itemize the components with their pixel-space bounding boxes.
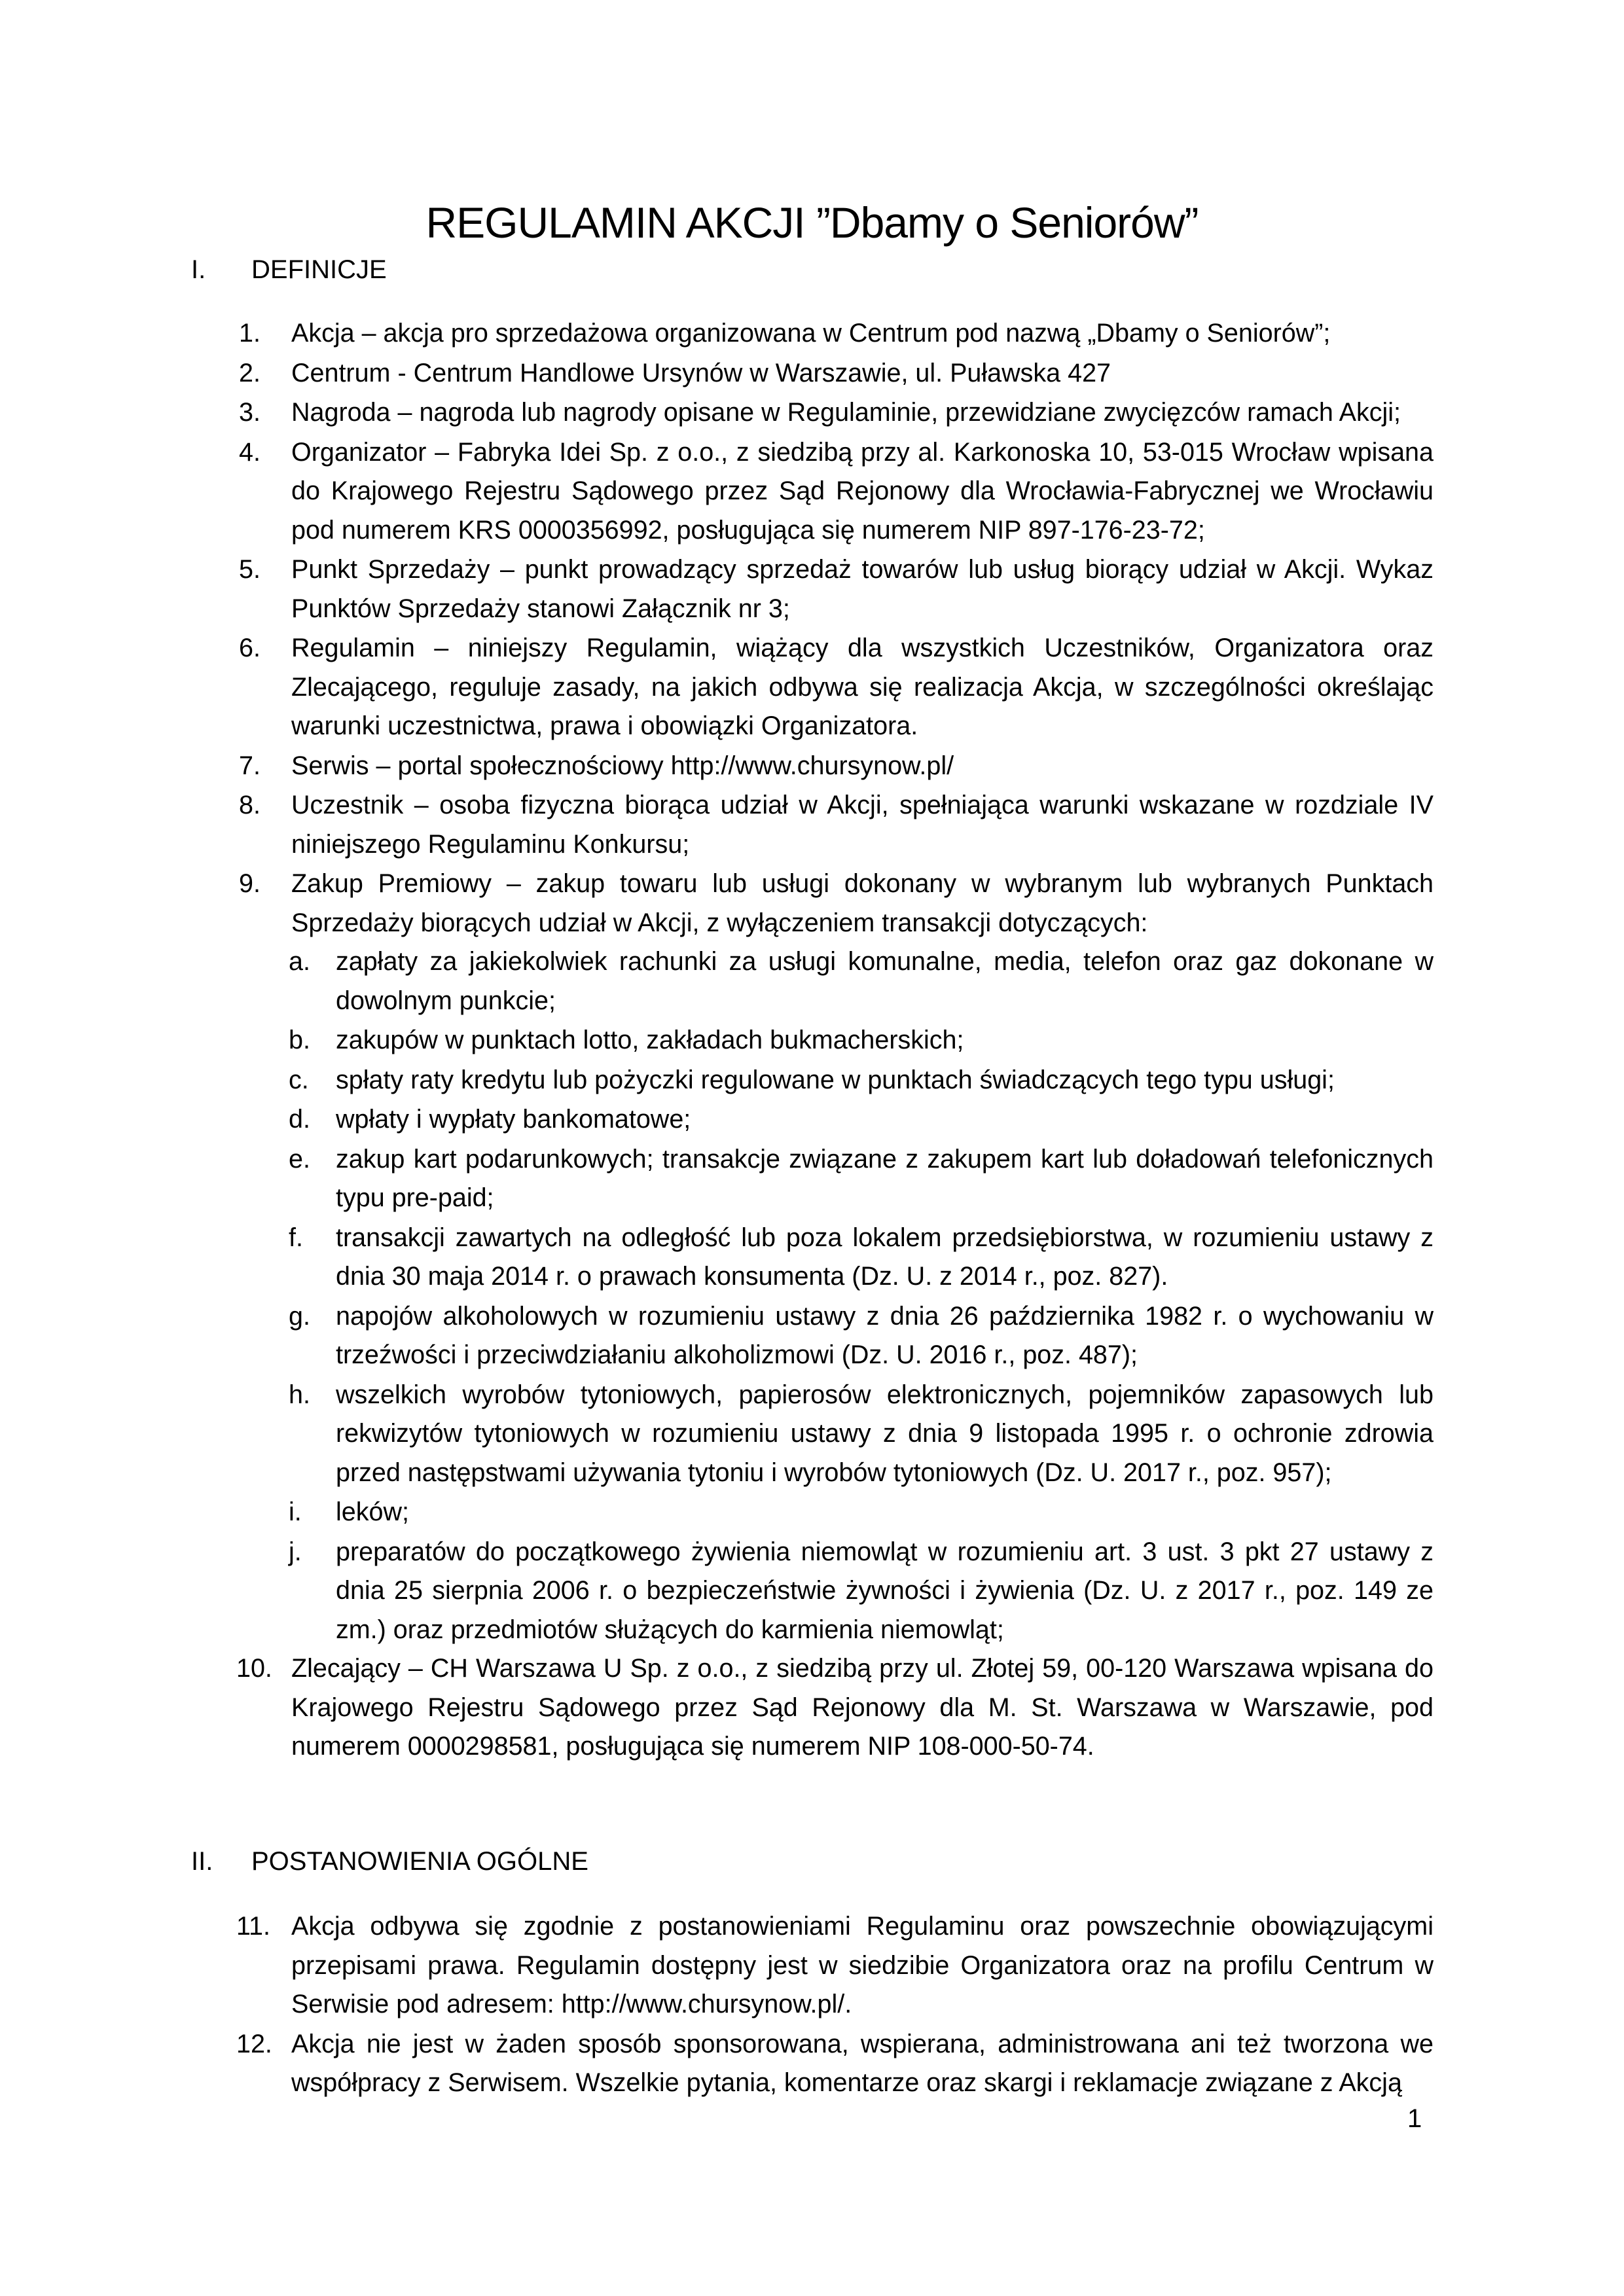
section-number: I. bbox=[191, 255, 206, 284]
provision-item bbox=[236, 1907, 1434, 2024]
definition-text: nagroda lub nagrody opisane w Regulaminie, przewidziane zwycięzców ramach Akcji; bbox=[412, 398, 1401, 427]
definition-term: Akcja bbox=[291, 319, 355, 348]
definition-item bbox=[239, 433, 1434, 550]
definition-term: Serwis bbox=[291, 751, 369, 780]
definition-term: Centrum bbox=[291, 358, 391, 387]
definition-item bbox=[239, 629, 1434, 746]
definition-item bbox=[236, 1649, 1434, 1767]
definition-item bbox=[239, 314, 1434, 353]
definition-item bbox=[239, 354, 1434, 393]
item-number: 1. bbox=[239, 319, 261, 348]
section-number: II. bbox=[191, 1847, 213, 1876]
definition-item bbox=[239, 550, 1434, 628]
exclusion-text: wszelkich wyrobów tytoniowych, papierosów elektronicznych, pojemników zapasowych lub rekwizytów tytoniowych w rozumieniu ustawy z dnia 9 listopada 1995 r. o ochronie zdrowia przed następstwami używania tytoniu i wyrobów tytoniowych (Dz. U. 2017 r., poz. 957); bbox=[336, 1380, 1434, 1487]
definition-item bbox=[239, 747, 1434, 786]
item-letter: b. bbox=[289, 1026, 310, 1054]
item-number: 8. bbox=[239, 791, 261, 819]
section-heading-definicje bbox=[191, 250, 387, 289]
exclusion-text: leków; bbox=[336, 1498, 409, 1526]
exclusion-item bbox=[239, 1140, 1434, 1218]
exclusion-item bbox=[239, 942, 1434, 1020]
exclusion-text: spłaty raty kredytu lub pożyczki regulowane w punktach świadczących tego typu usługi; bbox=[336, 1065, 1335, 1094]
item-letter: e. bbox=[289, 1144, 310, 1174]
section-title: POSTANOWIENIA OGÓLNE bbox=[251, 1847, 588, 1876]
definition-term: Punkt Sprzedaży bbox=[291, 555, 490, 584]
definition-text: – Fabryka Idei Sp. z o.o., z siedzibą przy al. Karkonoska 10, 53-015 Wrocław wpisana do Krajowego Rejestru Sądowego przez Sąd Rejonowy dla Wrocławia-Fabrycznej we Wrocławiu pod numerem KRS 0000356992, posługująca się numerem NIP 897-176-23-72; bbox=[291, 437, 1434, 545]
general-provisions-list bbox=[236, 1907, 1434, 2103]
definition-text: – CH Warszawa U Sp. z o.o., z siedzibą przy ul. Złotej 59, 00-120 Warszawa wpisana do Krajowego Rejestru Sądowego przez Sąd Rejonowy dla M. St. Warszawa w Warszawie, pod numerem 0000298581, posługująca się numerem NIP 108-000-50-74. bbox=[291, 1654, 1434, 1761]
definition-item bbox=[239, 786, 1434, 864]
item-number: 4. bbox=[239, 437, 261, 467]
exclusion-text: preparatów do początkowego żywienia niemowląt w rozumieniu art. 3 ust. 3 pkt 27 ustawy z dnia 25 sierpnia 2006 r. o bezpieczeństwie żywności i żywienia (Dz. U. z 2017 r., poz. 149 ze zm.) oraz przedmiotów służących do karmienia niemowląt; bbox=[336, 1537, 1434, 1644]
definition-term: Uczestnik bbox=[291, 791, 404, 819]
section-heading-postanowienia bbox=[191, 1842, 588, 1881]
exclusion-text: wpłaty i wypłaty bankomatowe; bbox=[336, 1105, 691, 1134]
definitions-list bbox=[236, 314, 1434, 1767]
section-title: DEFINICJE bbox=[251, 255, 387, 284]
definition-text: – osoba fizyczna biorąca udział w Akcji, spełniająca warunki wskazane w rozdziale IV niniejszego Regulaminu Konkursu; bbox=[291, 791, 1434, 859]
item-number: 6. bbox=[239, 634, 261, 662]
definition-text: – zakup towaru lub usługi dokonany w wybranym lub wybranych Punktach Sprzedaży biorących udział w Akcji, z wyłączeniem transakcji dotyczących: bbox=[291, 869, 1434, 937]
item-number: 3. bbox=[239, 398, 261, 427]
definition-text: – niniejszy Regulamin, wiążący dla wszystkich Uczestników, Organizatora oraz Zlecającego, reguluje zasady, na jakich odbywa się realizacja Akcja, w szczególności określając warunki uczestnictwa, prawa i obowiązki Organizatora. bbox=[291, 634, 1434, 740]
item-number: 9. bbox=[239, 869, 261, 898]
item-letter: i. bbox=[289, 1498, 302, 1526]
item-letter: j. bbox=[289, 1537, 302, 1566]
provision-text: Akcja odbywa się zgodnie z postanowieniami Regulaminu oraz powszechnie obowiązującymi przepisami prawa. Regulamin dostępny jest w siedzibie Organizatora oraz na profilu Centrum w Serwisie pod adresem: http://www.chursynow.pl/. bbox=[291, 1912, 1434, 2018]
definition-text: – punkt prowadzący sprzedaż towarów lub usług biorący udział w Akcji. Wykaz Punktów Sprzedaży stanowi Załącznik nr 3; bbox=[291, 555, 1434, 623]
provision-text: Akcja nie jest w żaden sposób sponsorowana, wspierana, administrowana ani też tworzona we współpracy z Serwisem. Wszelkie pytania, komentarze oraz skargi i reklamacje związane z Akcją bbox=[291, 2029, 1434, 2097]
definition-text: – portal społecznościowy http://www.chursynow.pl/ bbox=[369, 751, 954, 780]
definition-item bbox=[239, 393, 1434, 433]
definition-item bbox=[239, 865, 1434, 942]
provision-item bbox=[236, 2025, 1434, 2103]
item-letter: g. bbox=[289, 1301, 310, 1331]
item-letter: a. bbox=[289, 947, 310, 976]
exclusion-item bbox=[239, 1219, 1434, 1297]
item-number: 7. bbox=[239, 751, 261, 780]
definition-term: Nagroda – bbox=[291, 398, 412, 427]
definition-text: - Centrum Handlowe Ursynów w Warszawie, ul. Puławska 427 bbox=[390, 358, 1111, 387]
definition-text: – akcja pro sprzedażowa organizowana w Centrum pod nazwą „Dbamy o Seniorów”; bbox=[354, 319, 1331, 348]
exclusion-item bbox=[239, 1533, 1434, 1650]
exclusion-item bbox=[239, 1021, 1434, 1060]
exclusion-item bbox=[239, 1061, 1434, 1100]
item-letter: f. bbox=[289, 1223, 303, 1252]
item-number: 10. bbox=[236, 1654, 272, 1683]
document-title: REGULAMIN AKCJI ”Dbamy o Seniorów” bbox=[425, 198, 1199, 247]
item-number: 11. bbox=[236, 1912, 270, 1941]
exclusion-item bbox=[239, 1297, 1434, 1375]
exclusion-item bbox=[239, 1493, 1434, 1532]
item-number: 2. bbox=[239, 358, 261, 387]
exclusions-list bbox=[239, 942, 1434, 1649]
definition-term: Zakup Premiowy bbox=[291, 869, 492, 898]
exclusion-item bbox=[239, 1100, 1434, 1139]
exclusion-text: zakup kart podarunkowych; transakcje związane z zakupem kart lub doładowań telefonicznych typu pre-paid; bbox=[336, 1144, 1434, 1212]
item-number: 12. bbox=[236, 2029, 272, 2058]
exclusion-text: transakcji zawartych na odległość lub poza lokalem przedsiębiorstwa, w rozumieniu ustawy z dnia 30 maja 2014 r. o prawach konsumenta (Dz. U. z 2014 r., poz. 827). bbox=[336, 1223, 1434, 1291]
item-letter: c. bbox=[289, 1065, 309, 1094]
exclusion-text: zakupów w punktach lotto, zakładach bukmacherskich; bbox=[336, 1026, 964, 1054]
definition-term: Zlecający bbox=[291, 1654, 401, 1683]
item-letter: d. bbox=[289, 1105, 310, 1134]
exclusion-text: zapłaty za jakiekolwiek rachunki za usługi komunalne, media, telefon oraz gaz dokonane w dowolnym punkcie; bbox=[336, 947, 1434, 1015]
definition-term: Organizator bbox=[291, 437, 427, 467]
exclusion-text: napojów alkoholowych w rozumieniu ustawy z dnia 26 października 1982 r. o wychowaniu w trzeźwości i przeciwdziałaniu alkoholizmowi (Dz. U. 2016 r., poz. 487); bbox=[336, 1301, 1434, 1369]
definition-term: Regulamin bbox=[291, 634, 415, 662]
item-number: 5. bbox=[239, 555, 261, 584]
item-letter: h. bbox=[289, 1380, 310, 1409]
page-number: 1 bbox=[1407, 2104, 1422, 2133]
exclusion-item bbox=[239, 1376, 1434, 1493]
